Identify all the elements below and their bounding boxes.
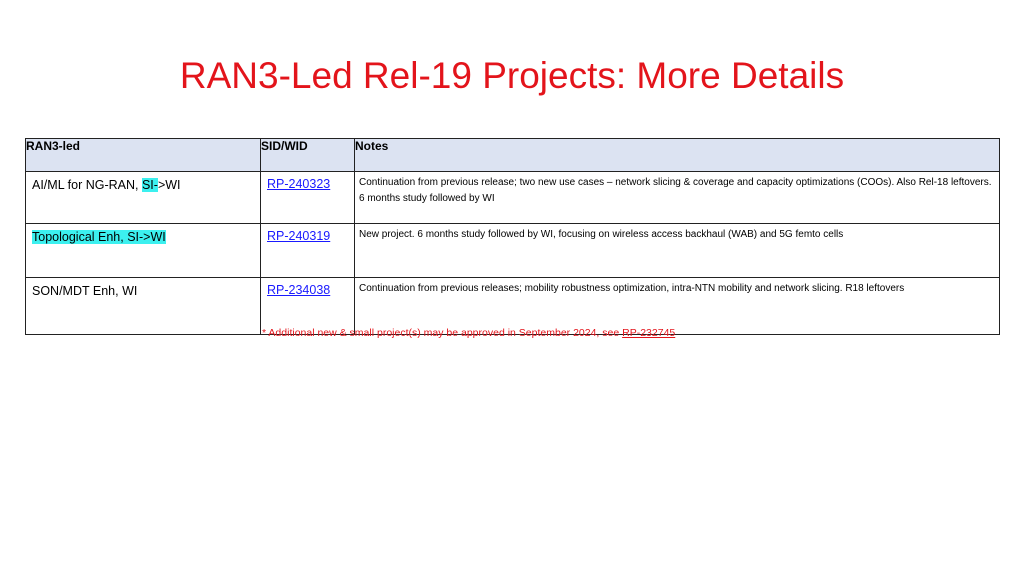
project-cell xyxy=(26,172,261,224)
projects-table xyxy=(25,138,1000,335)
footnote xyxy=(262,327,675,339)
project-name: SON/MDT Enh, WI xyxy=(32,284,138,298)
doc-link[interactable]: RP-240323 xyxy=(267,177,331,191)
header-ran3-led: RAN3-led xyxy=(26,139,261,172)
project-highlight: SI- xyxy=(141,178,158,192)
notes-cell: Continuation from previous releases; mobility robustness optimization, intra-NTN mobility and network slicing. R18 leftovers xyxy=(355,278,1000,335)
doc-link[interactable]: RP-240319 xyxy=(267,229,331,243)
footnote-text: * Additional new & small project(s) may be approved in September 2024, see xyxy=(262,327,623,339)
notes-cell: New project. 6 months study followed by WI, focusing on wireless access backhaul (WAB) and 5G femto cells xyxy=(355,224,1000,278)
table-row xyxy=(26,224,1000,278)
project-cell xyxy=(26,224,261,278)
table-header-row xyxy=(26,139,1000,172)
project-suffix: >WI xyxy=(157,178,181,192)
table-row xyxy=(26,278,1000,335)
header-notes: Notes xyxy=(355,139,1000,172)
header-sid-wid: SID/WID xyxy=(261,139,355,172)
project-name: AI/ML for NG-RAN, xyxy=(32,178,142,192)
notes-cell: Continuation from previous release; two new use cases – network slicing & coverage and capacity optimizations (COOs). Also Rel-18 leftovers. 6 months study followed by WI xyxy=(355,172,1000,224)
footnote-link[interactable]: RP-232745 xyxy=(622,327,676,339)
doc-cell xyxy=(261,172,355,224)
doc-link[interactable]: RP-234038 xyxy=(267,283,331,297)
table-row xyxy=(26,172,1000,224)
doc-cell xyxy=(261,278,355,335)
project-cell xyxy=(26,278,261,335)
slide-title: RAN3-Led Rel-19 Projects: More Details xyxy=(179,55,845,96)
doc-cell xyxy=(261,224,355,278)
project-highlight: Topological Enh, SI->WI xyxy=(32,230,166,244)
